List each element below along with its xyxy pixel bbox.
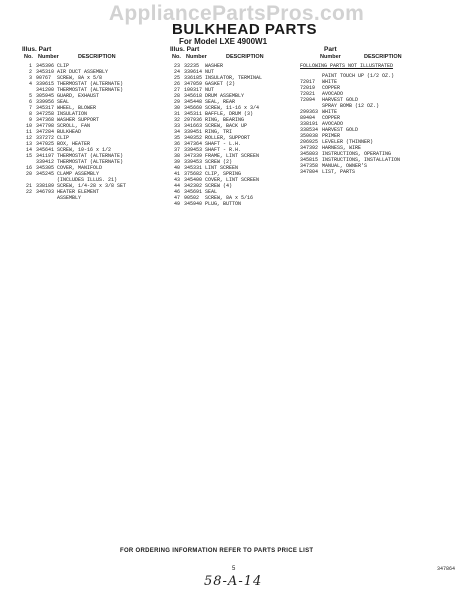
part-number: 345305 bbox=[36, 165, 55, 171]
part-description: PRIMER bbox=[322, 133, 341, 139]
part-number: 347258 bbox=[36, 111, 55, 117]
part-number: 345310 bbox=[36, 69, 55, 75]
illus-no: 9 bbox=[28, 117, 32, 123]
parts-column-2 bbox=[170, 47, 305, 207]
part-description: (INCLUDES ILLUS. 21) bbox=[57, 177, 118, 183]
illus-no: 21 bbox=[25, 183, 32, 189]
part-description: SCREW, 10-16 x 1/2 bbox=[57, 147, 112, 153]
part-description: SPRAY BOMB (12 OZ.) bbox=[322, 103, 380, 109]
illus-no: 32 bbox=[173, 117, 180, 123]
illus-no: 10 bbox=[25, 123, 32, 129]
part-description: SEAL bbox=[57, 99, 70, 105]
illus-no: 41 bbox=[173, 171, 180, 177]
part-number: 347284 bbox=[36, 129, 55, 135]
illus-no: 36 bbox=[173, 141, 180, 147]
part-number: 345641 bbox=[36, 147, 55, 153]
part-description: MANUAL, OWNER'S bbox=[322, 163, 368, 169]
part-number: 345396 bbox=[36, 63, 55, 69]
illus-no: 7 bbox=[28, 105, 32, 111]
part-description: INSULATION bbox=[57, 111, 88, 117]
handwritten-note: 58-A-14 bbox=[204, 574, 263, 589]
part-number: 299363 bbox=[300, 109, 319, 115]
part-number: 345400 bbox=[184, 177, 203, 183]
part-number: 339614 bbox=[184, 69, 203, 75]
parts-column-1 bbox=[22, 47, 162, 201]
part-number: 341197 bbox=[36, 153, 55, 159]
parts-row bbox=[170, 201, 305, 207]
part-number: 345815 bbox=[300, 157, 319, 163]
part-description: SCREW, 11-16 x 3/4 bbox=[205, 105, 260, 111]
part-description: SEAL, REAR bbox=[205, 99, 236, 105]
part-description: HEATER ELEMENT bbox=[57, 189, 100, 195]
not-illustrated-heading: FOLLOWING PARTS NOT ILLUSTRATED bbox=[300, 63, 394, 69]
illus-no: 15 bbox=[25, 153, 32, 159]
part-number: 345660 bbox=[184, 105, 203, 111]
part-description: SCREW (4) bbox=[205, 183, 233, 189]
part-description: CLAMP ASSEMBLY bbox=[57, 171, 100, 177]
part-number: 337272 bbox=[36, 135, 55, 141]
part-description: HARVEST GOLD bbox=[322, 127, 359, 133]
illus-no: 3 bbox=[28, 75, 32, 81]
part-number: 297936 bbox=[184, 117, 203, 123]
part-number: 336185 bbox=[184, 75, 203, 81]
number-header: Number bbox=[186, 54, 207, 60]
parts-row bbox=[300, 169, 465, 175]
part-number: 100317 bbox=[184, 87, 203, 93]
illus-no: 43 bbox=[173, 177, 180, 183]
part-number: 347025 bbox=[36, 141, 55, 147]
part-description: WHEEL, BLOWER bbox=[57, 105, 97, 111]
part-description: COVER, MANIFOLD bbox=[57, 165, 103, 171]
part-number: 338189 bbox=[36, 183, 55, 189]
part-description: WHITE bbox=[322, 79, 338, 85]
part-number: 345691 bbox=[184, 189, 203, 195]
part-description: HARNESS, WIRE bbox=[322, 145, 362, 151]
illus-no: 40 bbox=[173, 165, 180, 171]
part-number: 347364 bbox=[184, 141, 203, 147]
illus-no: 34 bbox=[173, 129, 180, 135]
number-header: Number bbox=[320, 54, 341, 60]
part-description: CLIP, SPRING bbox=[205, 171, 242, 177]
part-description: HARVEST GOLD bbox=[322, 97, 359, 103]
illus-no: 49 bbox=[173, 201, 180, 207]
part-number: 338191 bbox=[300, 121, 319, 127]
part-description: COPPER bbox=[322, 85, 341, 91]
part-description: COPPER bbox=[322, 115, 341, 121]
part-description: BOX, HEATER bbox=[57, 141, 91, 147]
illus-no: 23 bbox=[173, 63, 180, 69]
illus-no: 24 bbox=[173, 69, 180, 75]
part-number: 72094 bbox=[300, 97, 316, 103]
part-description: GUARD, EXHAUST bbox=[57, 93, 100, 99]
illus-no: 35 bbox=[173, 135, 180, 141]
description-header: DESCRIPTION bbox=[364, 54, 402, 60]
part-number: 339412 bbox=[36, 159, 55, 165]
watermark: AppliancePartsPros.com bbox=[108, 2, 365, 25]
part-number: 339615 bbox=[36, 81, 55, 87]
part-description: NUT bbox=[205, 87, 215, 93]
illus-no: 26 bbox=[173, 81, 180, 87]
part-number: 339453 bbox=[184, 159, 203, 165]
part-number: 340352 bbox=[184, 135, 203, 141]
column-header bbox=[170, 47, 305, 63]
description-header: DESCRIPTION bbox=[226, 54, 264, 60]
illus-no: 16 bbox=[25, 165, 32, 171]
illus-no: 46 bbox=[173, 189, 180, 195]
part-number: 347339 bbox=[184, 153, 203, 159]
part-description: SCREW, 8A x 5/8 bbox=[57, 75, 103, 81]
illus-no: 37 bbox=[173, 147, 180, 153]
illus-no: 39 bbox=[173, 159, 180, 165]
part-number: 72021 bbox=[300, 91, 316, 97]
part-number: 342302 bbox=[184, 183, 203, 189]
illus-no: 29 bbox=[173, 99, 180, 105]
part-description: INSULATOR, TERMINAL bbox=[205, 75, 263, 81]
document-number: 347864 bbox=[437, 566, 456, 572]
part-number: 341200 bbox=[36, 87, 55, 93]
illus-no: 13 bbox=[25, 141, 32, 147]
part-number: 347358 bbox=[300, 163, 319, 169]
page-subtitle: For Model LXE 4900W1 bbox=[179, 37, 268, 46]
part-description: WHITE bbox=[322, 109, 338, 115]
illus-no: 12 bbox=[25, 135, 32, 141]
part-description: CLIP bbox=[57, 135, 70, 141]
column-header bbox=[300, 47, 465, 63]
part-number: 72019 bbox=[300, 85, 316, 91]
part-number: 345311 bbox=[184, 111, 203, 117]
illus-no: 2 bbox=[28, 69, 32, 75]
illus-no: 30 bbox=[173, 105, 180, 111]
part-number: 345331 bbox=[184, 165, 203, 171]
parts-row bbox=[22, 195, 162, 201]
illus-no: 33 bbox=[173, 123, 180, 129]
part-description: THERMOSTAT (ALTERNATE) bbox=[57, 153, 124, 159]
part-description: THERMOSTAT (ALTERNATE) bbox=[57, 87, 124, 93]
part-description: LIST, PARTS bbox=[322, 169, 356, 175]
part-number: 347392 bbox=[300, 145, 319, 151]
illus-no: 47 bbox=[173, 195, 180, 201]
part-description: SCREW, BACK UP bbox=[205, 123, 248, 129]
part-description: AIR DUCT ASSEMBLY bbox=[57, 69, 109, 75]
part-number: 206925 bbox=[300, 139, 319, 145]
part-description: DRUM ASSEMBLY bbox=[205, 93, 245, 99]
illus-no: 38 bbox=[173, 153, 180, 159]
part-number: 345803 bbox=[300, 151, 319, 157]
part-number: 341663 bbox=[184, 123, 203, 129]
part-description: SCREW (2) bbox=[205, 159, 233, 165]
part-number: 350038 bbox=[300, 133, 319, 139]
part-number: 90767 bbox=[36, 75, 52, 81]
part-number: 345940 bbox=[184, 201, 203, 207]
no-header: No. bbox=[172, 54, 181, 60]
illus-no: 22 bbox=[25, 189, 32, 195]
part-description: NUT bbox=[205, 69, 215, 75]
part-number: 339451 bbox=[184, 129, 203, 135]
part-description: GASKET (2) bbox=[205, 81, 236, 87]
illus-no: 20 bbox=[25, 171, 32, 177]
part-number: 346793 bbox=[36, 189, 55, 195]
description-header: DESCRIPTION bbox=[78, 54, 116, 60]
part-number: 347804 bbox=[300, 169, 319, 175]
part-description: SEAL bbox=[205, 189, 218, 195]
part-description: ASSEMBLY bbox=[57, 195, 82, 201]
part-description: THERMOSTAT (ALTERNATE) bbox=[57, 81, 124, 87]
ordering-footer: FOR ORDERING INFORMATION REFER TO PARTS PRICE LIST bbox=[120, 548, 314, 554]
column-header bbox=[22, 47, 162, 63]
part-number: 347798 bbox=[36, 123, 55, 129]
part-description: THERMOSTAT (ALTERNATE) bbox=[57, 159, 124, 165]
part-number: 345317 bbox=[36, 105, 55, 111]
illus-no: 6 bbox=[28, 99, 32, 105]
part-description: SCREW, 8A x 5/16 bbox=[205, 195, 254, 201]
illus-no: 28 bbox=[173, 93, 180, 99]
part-description: RING, BEARING bbox=[205, 117, 245, 123]
part-number: 89404 bbox=[300, 115, 316, 121]
page-number: 5 bbox=[232, 566, 236, 572]
part-number: 339453 bbox=[184, 147, 203, 153]
part-header: Part bbox=[324, 46, 337, 53]
part-description: INSTRUCTIONS, OPERATING bbox=[322, 151, 392, 157]
part-description: LEVELER (THINNER) bbox=[322, 139, 374, 145]
part-number: 347059 bbox=[184, 81, 203, 87]
part-description: RING, TRI bbox=[205, 129, 233, 135]
part-description: FRAME, LINT SCREEN bbox=[205, 153, 260, 159]
number-header: Number bbox=[38, 54, 59, 60]
part-number: 347368 bbox=[36, 117, 55, 123]
part-description: SCREW, 1/4-28 x 3/8 SET bbox=[57, 183, 127, 189]
part-description: LINT SCREEN bbox=[205, 165, 239, 171]
page-title: BULKHEAD PARTS bbox=[172, 21, 318, 38]
part-number: 90502 bbox=[184, 195, 200, 201]
illus-no: 4 bbox=[28, 81, 32, 87]
part-description: WASHER SUPPORT bbox=[57, 117, 100, 123]
illus-no: 27 bbox=[173, 87, 180, 93]
part-number: 345448 bbox=[184, 99, 203, 105]
part-number: 345618 bbox=[184, 93, 203, 99]
illus-no: 25 bbox=[173, 75, 180, 81]
part-description: BAFFLE, DRUM (3) bbox=[205, 111, 254, 117]
part-description: COVER, LINT SCREEN bbox=[205, 177, 260, 183]
illus-no: 1 bbox=[28, 63, 32, 69]
part-description: CLIP bbox=[57, 63, 70, 69]
part-description: BULKHEAD bbox=[57, 129, 82, 135]
part-number: 345245 bbox=[36, 171, 55, 177]
part-number: 375682 bbox=[184, 171, 203, 177]
no-header: No. bbox=[24, 54, 33, 60]
part-number: 339956 bbox=[36, 99, 55, 105]
illus-no: 31 bbox=[173, 111, 180, 117]
illus-no: 44 bbox=[173, 183, 180, 189]
part-description: AVOCADO bbox=[322, 121, 344, 127]
part-number: 338534 bbox=[300, 127, 319, 133]
part-number: 305945 bbox=[36, 93, 55, 99]
parts-column-3 bbox=[300, 47, 465, 175]
illus-part-header: Illus. Part bbox=[170, 46, 200, 53]
part-number: 32235 bbox=[184, 63, 200, 69]
illus-no: 5 bbox=[28, 93, 32, 99]
part-description: PLUG, BUTTON bbox=[205, 201, 242, 207]
part-description: SCROLL, FAN bbox=[57, 123, 91, 129]
part-description: ROLLER, SUPPORT bbox=[205, 135, 251, 141]
illus-no: 14 bbox=[25, 147, 32, 153]
part-description: SHAFT - L.H. bbox=[205, 141, 242, 147]
part-number: 72017 bbox=[300, 79, 316, 85]
part-description: WASHER bbox=[205, 63, 224, 69]
part-description: SHAFT - R.H. bbox=[205, 147, 242, 153]
part-description: PAINT TOUCH UP (1/2 OZ.) bbox=[322, 73, 395, 79]
illus-no: 11 bbox=[25, 129, 32, 135]
illus-part-header: Illus. Part bbox=[22, 46, 52, 53]
illus-no: 8 bbox=[28, 111, 32, 117]
part-description: AVOCADO bbox=[322, 91, 344, 97]
part-description: INSTRUCTIONS, INSTALLATION bbox=[322, 157, 401, 163]
